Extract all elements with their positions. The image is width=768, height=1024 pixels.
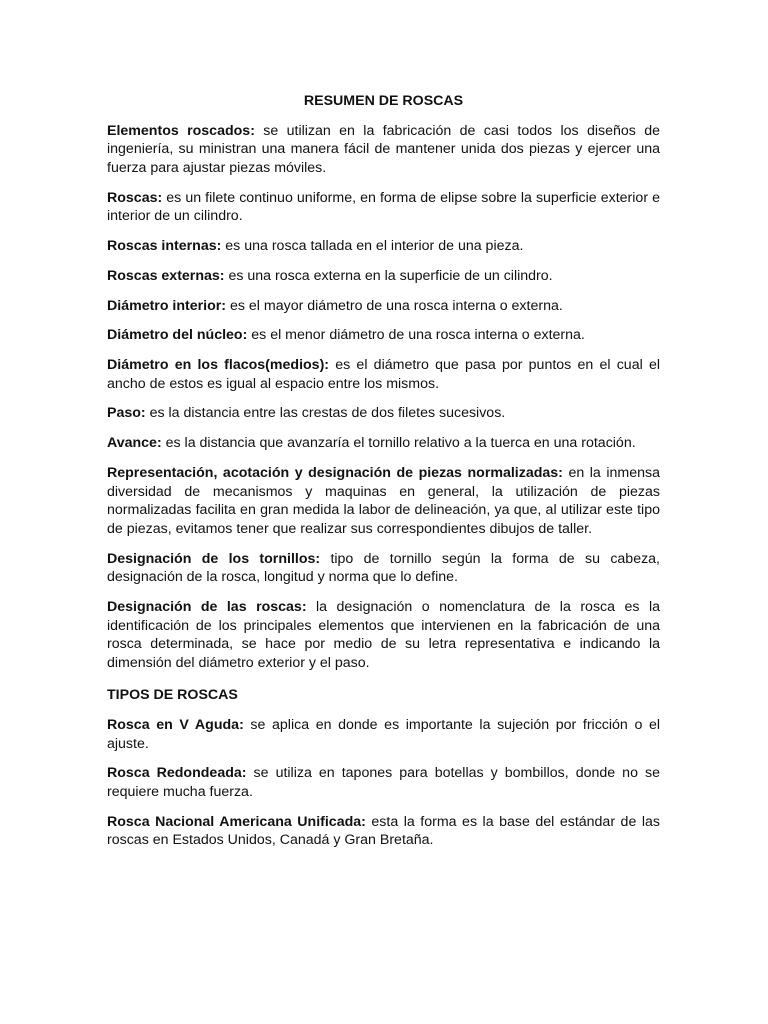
- definition-term: Diámetro interior:: [107, 297, 227, 314]
- type-rosca-redondeada: [107, 764, 660, 801]
- definition-paso: [107, 404, 660, 423]
- definition-diametro-nucleo: [107, 326, 660, 345]
- type-rosca-v-aguda: [107, 716, 660, 753]
- definition-text: tipo de tornillo según la forma de su cabeza, designación de la rosca, longitud y norma que lo define.: [107, 550, 661, 586]
- section-heading-tipos: TIPOS DE ROSCAS: [107, 687, 238, 704]
- definition-designacion-tornillos: [107, 550, 660, 587]
- definition-text: la designación o nomenclatura de la rosca es la identificación de los principales elementos que intervienen en la fabricación de una rosca determinada, se hace por medio de su letra representativa e indicando la dimensión del diámetro exterior y el paso.: [107, 598, 661, 671]
- definition-term: Designación de los tornillos:: [107, 550, 321, 567]
- document-page: [107, 92, 660, 861]
- definition-text: en la inmensa diversidad de mecanismos y maquinas en general, la utilización de piezas normalizadas facilita en gran medida la labor de delineación, ya que, al utilizar este tipo de piezas, evitamos tener que realizar sus correspondientes dibujos de taller.: [107, 465, 660, 537]
- type-term: Rosca Nacional Americana Unificada:: [107, 813, 366, 830]
- definition-roscas-internas: [107, 237, 660, 256]
- definition-term: Designación de las roscas:: [107, 598, 307, 615]
- definition-roscas: [107, 189, 660, 226]
- definition-term: Roscas:: [107, 189, 163, 206]
- type-text: esta la forma es la base del estándar de las roscas en Estados Unidos, Canadá y Gran Bretaña.: [107, 813, 660, 849]
- definition-roscas-externas: [107, 267, 660, 286]
- type-term: Rosca Redondeada:: [107, 765, 247, 782]
- definition-designacion-roscas: [107, 598, 660, 672]
- definition-avance: [107, 434, 660, 453]
- type-text: se aplica en donde es importante la sujeción por fricción o el ajuste.: [107, 717, 660, 752]
- definition-term: Diámetro en los flacos(medios):: [107, 357, 330, 374]
- definition-text: es el mayor diámetro de una rosca interna o externa.: [226, 297, 563, 314]
- definition-text: se utilizan en la fabricación de casi todos los diseños de ingeniería, su ministran una manera fácil de mantener unida dos piezas y ejercer una fuerza para ajustar piezas móviles.: [107, 122, 660, 176]
- definition-term: Avance:: [107, 435, 162, 452]
- definition-text: es la distancia que avanzaría el tornillo relativo a la tuerca en una rotación.: [161, 435, 636, 452]
- definition-term: Paso:: [107, 405, 146, 422]
- definition-term: Representación, acotación y designación de piezas normalizadas:: [107, 465, 563, 481]
- definition-text: es el menor diámetro de una rosca interna o externa.: [247, 327, 585, 344]
- definition-term: Elementos roscados:: [107, 122, 255, 139]
- definition-representacion: [107, 464, 660, 538]
- definition-diametro-interior: [107, 297, 660, 316]
- definition-text: es una rosca externa en la superficie de un cilindro.: [224, 267, 553, 284]
- definition-term: Diámetro del núcleo:: [107, 327, 248, 344]
- definition-text: es una rosca tallada en el interior de una pieza.: [221, 237, 524, 254]
- definition-term: Roscas internas:: [107, 237, 222, 254]
- definition-diametro-flancos: [107, 356, 660, 393]
- document-title: RESUMEN DE ROSCAS: [303, 93, 464, 109]
- definition-text: es un filete continuo uniforme, en forma de elipse sobre la superficie exterior e interior de un cilindro.: [107, 189, 660, 225]
- type-term: Rosca en V Aguda:: [107, 717, 244, 734]
- definition-term: Roscas externas:: [107, 267, 225, 284]
- definition-text: es el diámetro que pasa por puntos en el cual el ancho de estos es igual al espacio entre los mismos.: [107, 357, 660, 392]
- definition-text: es la distancia entre las crestas de dos filetes sucesivos.: [145, 405, 506, 422]
- definition-elementos-roscados: [107, 122, 660, 178]
- type-rosca-nacional-americana: [107, 813, 660, 850]
- type-text: se utiliza en tapones para botellas y bombillos, donde no se requiere mucha fuerza.: [107, 765, 660, 801]
